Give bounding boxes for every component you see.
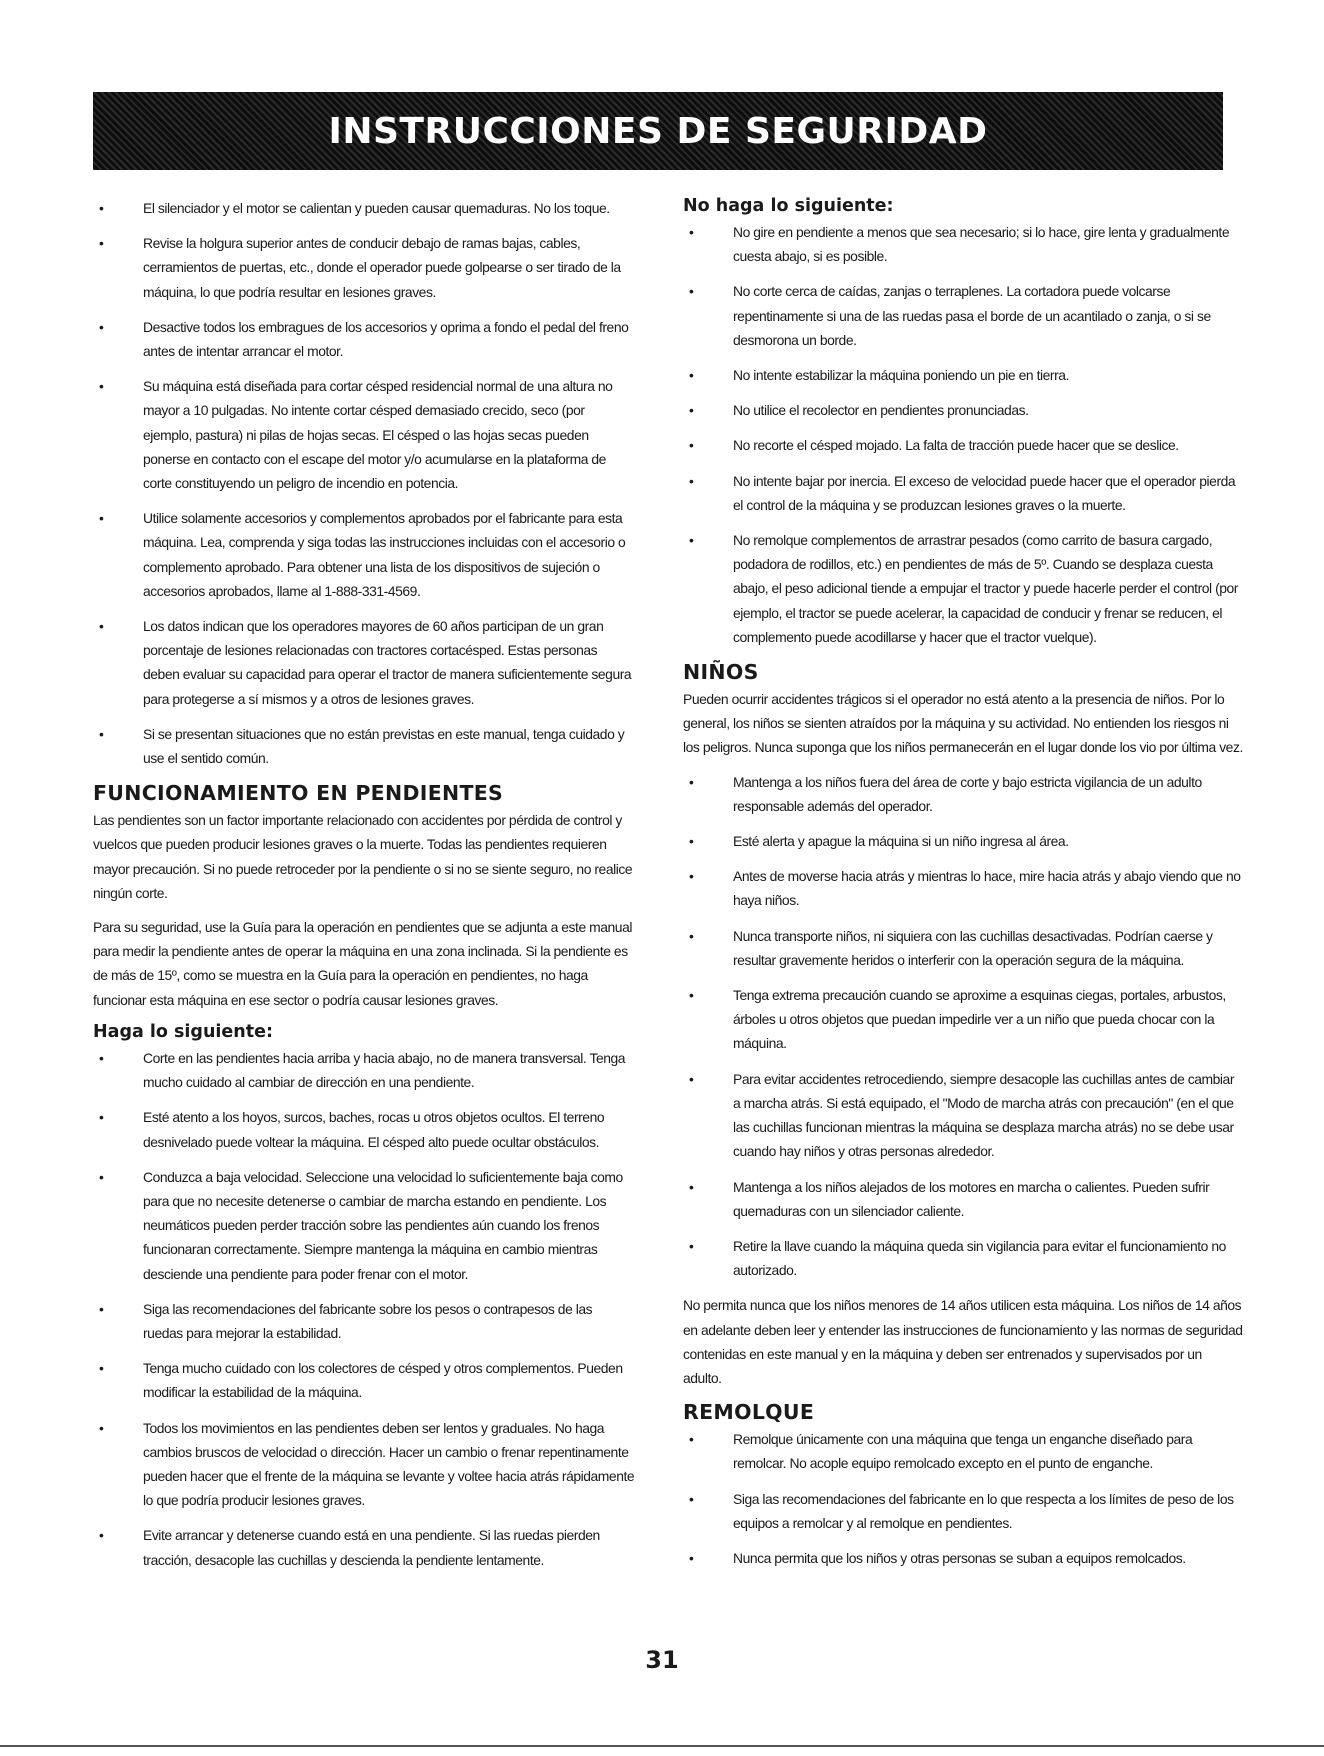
bullet-icon: • [689, 472, 694, 489]
bullet-icon: • [689, 833, 694, 850]
list-item-text: Utilice solamente accesorios y complementos aprobados por el fabricante para esta máquina. Lea, comprenda y siga todas las instrucciones incluidas con el accesorio o complemento aprobado. Para obtener una lista de los dispositivos de sujeción o accesorios aprobados, llame al 1-888-331-4569. [143, 510, 626, 599]
list-item-text: Desactive todos los embragues de los accesorios y oprima a fondo el pedal del freno antes de intentar arrancar el motor. [143, 318, 629, 360]
tow-list [683, 1427, 1243, 1570]
bullet-icon: • [689, 437, 694, 454]
bullet-icon: • [99, 1419, 104, 1436]
bullet-icon: • [689, 367, 694, 384]
bullet-icon: • [689, 1178, 694, 1195]
list-item [683, 1067, 1243, 1164]
list-item-text: Esté atento a los hoyos, surcos, baches, rocas u otros objetos ocultos. El terreno desnivelado puede voltear la máquina. El césped alto puede ocultar obstáculos. [143, 1109, 605, 1150]
list-item-text: Tenga mucho cuidado con los colectores de césped y otros complementos. Pueden modificar la estabilidad de la máquina. [143, 1360, 623, 1401]
list-item-text: Los datos indican que los operadores mayores de 60 años participan de un gran porcentaje de lesiones relacionadas con tractores cortacésped. Estas personas deben evaluar su capacidad para operar el tractor de manera suficientemente segura para protegerse a sí mismos y a otros de lesiones graves. [143, 618, 632, 707]
list-item-text: Nunca permita que los niños y otras personas se suban a equipos remolcados. [733, 1549, 1186, 1566]
list-item [683, 363, 1243, 387]
kids-list [683, 770, 1243, 1283]
list-item [93, 231, 635, 304]
bullet-icon: • [99, 1168, 104, 1185]
list-item [683, 864, 1243, 912]
tow-heading: REMOLQUE [683, 1400, 815, 1425]
bullet-icon: • [99, 1360, 104, 1377]
list-item [683, 469, 1243, 517]
list-item [93, 1356, 635, 1404]
bottom-rule [0, 1745, 1324, 1747]
list-item-text: Revise la holgura superior antes de conducir debajo de ramas bajas, cables, cerramientos de puertas, etc., donde el operador puede golpearse o ser tirado de la máquina, lo que podría resultar en lesiones graves. [143, 235, 621, 300]
list-item [93, 1105, 635, 1153]
bullet-icon: • [689, 987, 694, 1004]
list-item-text: No corte cerca de caídas, zanjas o terraplenes. La cortadora puede volcarse repentinamente si una de las ruedas pasa el borde de un acantilado o zanja, o si se desmorona un borde. [733, 283, 1211, 348]
slopes-heading: FUNCIONAMIENTO EN PENDIENTES [93, 781, 504, 806]
bullet-icon: • [689, 1549, 694, 1566]
list-item [683, 1427, 1243, 1475]
list-item-text: No recorte el césped mojado. La falta de tracción puede hacer que se deslice. [733, 437, 1179, 454]
list-item-text: Retire la llave cuando la máquina queda sin vigilancia para evitar el funcionamiento no autorizado. [733, 1237, 1226, 1279]
list-item [93, 1046, 635, 1094]
bullet-icon: • [689, 402, 694, 419]
bullet-icon: • [689, 283, 694, 300]
bullet-icon: • [99, 1300, 104, 1317]
list-item-text: No intente estabilizar la máquina poniendo un pie en tierra. [733, 367, 1069, 384]
list-item [683, 279, 1243, 352]
bullet-icon: • [99, 618, 104, 635]
intro-list [93, 196, 635, 770]
dont-heading: No haga lo siguiente: [683, 196, 894, 216]
title-banner [93, 92, 1223, 170]
list-item-text: Todos los movimientos en las pendientes deben ser lentos y graduales. No haga cambios bruscos de velocidad o dirección. Hacer un cambio o frenar repentinamente pueden hacer que el frente de la máquina se levante y voltee hacia atrás rápidamente lo que podría producir lesiones graves. [143, 1419, 635, 1509]
list-item-text: Siga las recomendaciones del fabricante en lo que respecta a los límites de peso de los equipos a remolcar y al remolque en pendientes. [733, 1490, 1234, 1531]
list-item [683, 924, 1243, 972]
list-item-text: Evite arrancar y detenerse cuando está en una pendiente. Si las ruedas pierden tracción, desacople las cuchillas y descienda la pendiente lentamente. [143, 1527, 600, 1568]
list-item [93, 315, 635, 363]
list-item-text: No utilice el recolector en pendientes pronunciadas. [733, 402, 1029, 419]
list-item [683, 1487, 1243, 1535]
bullet-icon: • [689, 1070, 694, 1087]
list-item [683, 1546, 1243, 1570]
dont-list [683, 220, 1243, 649]
bullet-icon: • [689, 224, 694, 240]
list-item [93, 196, 635, 220]
list-item-text: Antes de moverse hacia atrás y mientras lo hace, mire hacia atrás y abajo viendo que no haya niños. [733, 868, 1241, 909]
bullet-icon: • [689, 532, 694, 549]
slopes-paragraph-1: Las pendientes son un factor importante relacionado con accidentes por pérdida de control y vuelcos que pueden producir lesiones graves o la muerte. Todas las pendientes requieren mayor precaución. Si no puede retroceder por la pendiente o si no se siente seguro, no realice ningún corte. [93, 812, 633, 901]
right-column [683, 196, 1243, 1581]
bullet-icon: • [689, 1490, 694, 1507]
list-item-text: Mantenga a los niños fuera del área de corte y bajo estricta vigilancia de un adulto responsable además del operador. [733, 773, 1202, 814]
bullet-icon: • [99, 1049, 104, 1066]
bullet-icon: • [99, 200, 104, 216]
list-item [683, 1234, 1243, 1282]
bullet-icon: • [99, 725, 104, 742]
list-item [93, 1416, 635, 1513]
bullet-icon: • [99, 318, 104, 335]
kids-paragraph: Pueden ocurrir accidentes trágicos si el operador no está atento a la presencia de niños. Por lo general, los niños se sienten atraídos por la máquina y su actividad. No entienden los riesgos ni los peligros. Nunca suponga que los niños permanecerán en el lugar donde los vio por última vez. [683, 691, 1243, 756]
bullet-icon: • [99, 510, 104, 527]
bullet-icon: • [689, 868, 694, 885]
list-item-text: Si se presentan situaciones que no están previstas en este manual, tenga cuidado y use el sentido común. [143, 725, 625, 767]
kids-heading: NIÑOS [683, 660, 759, 685]
bullet-icon: • [99, 1527, 104, 1544]
list-item [683, 528, 1243, 649]
list-item-text: No remolque complementos de arrastrar pesados (como carrito de basura cargado, podadora de rodillos, etc.) en pendientes de más de 5º. Cuando se desplaza cuesta abajo, el peso adicional tiende a empujar el tractor y puede hacerle perder el control (por ejemplo, el tractor se puede acelerar, la capacidad de conducir y frenar se reducen, el complemento puede acodillarse y hacer que el tractor vuelque). [733, 532, 1238, 645]
list-item-text: Siga las recomendaciones del fabricante sobre los pesos o contrapesos de las ruedas para mejorar la estabilidad. [143, 1300, 593, 1341]
list-item [683, 770, 1243, 818]
left-column [93, 196, 635, 1583]
do-list [93, 1046, 635, 1572]
list-item [93, 374, 635, 495]
list-item-text: No gire en pendiente a menos que sea necesario; si lo hace, gire lenta y gradualmente cuesta abajo, si es posible. [733, 224, 1230, 265]
bullet-icon: • [99, 235, 104, 252]
list-item [683, 829, 1243, 853]
list-item [93, 1297, 635, 1345]
list-item [683, 1175, 1243, 1223]
list-item-text: Remolque únicamente con una máquina que tenga un enganche diseñado para remolcar. No acople equipo remolcado excepto en el punto de enganche. [733, 1431, 1193, 1472]
list-item-text: Su máquina está diseñada para cortar césped residencial normal de una altura no mayor a 10 pulgadas. No intente cortar césped demasiado crecido, seco (por ejemplo, pastura) ni pilas de hojas secas. El césped o las hojas secas pueden ponerse en contacto con el escape del motor y/o acumularse en la plataforma de corte constituyendo un peligro de incendio en potencia. [143, 378, 613, 492]
bullet-icon: • [689, 927, 694, 944]
list-item [93, 1165, 635, 1286]
bullet-icon: • [689, 1431, 694, 1448]
kids-paragraph-2: No permita nunca que los niños menores de 14 años utilicen esta máquina. Los niños de 14 años en adelante deben leer y entender las instrucciones de funcionamiento y las normas de seguridad contenidas en este manual y en la máquina y deben ser entrenados y supervisados por un adulto. [683, 1297, 1243, 1386]
page-number: 31 [645, 1646, 679, 1674]
list-item-text: Conduzca a baja velocidad. Seleccione una velocidad lo suficientemente baja como para que no necesite detenerse o cambiar de marcha estando en pendiente. Los neumáticos pueden perder tracción sobre las pendientes aún cuando los frenos funcionaran correctamente. Siempre mantenga la máquina en cambio mientras desciende una pendiente para poder frenar con el motor. [143, 1168, 623, 1282]
list-item [683, 220, 1243, 268]
list-item [93, 506, 635, 603]
list-item [93, 722, 635, 770]
list-item-text: Esté alerta y apague la máquina si un niño ingresa al área. [733, 833, 1069, 850]
list-item [683, 433, 1243, 457]
do-heading: Haga lo siguiente: [93, 1021, 273, 1042]
bullet-icon: • [99, 378, 104, 395]
bullet-icon: • [99, 1109, 104, 1126]
bullet-icon: • [689, 773, 694, 790]
list-item [93, 1523, 635, 1571]
page-title: INSTRUCCIONES DE SEGURIDAD [328, 110, 988, 152]
list-item-text: El silenciador y el motor se calientan y pueden causar quemaduras. No los toque. [143, 200, 610, 216]
list-item-text: Mantenga a los niños alejados de los motores en marcha o calientes. Pueden sufrir quemaduras con un silenciador caliente. [733, 1178, 1210, 1219]
list-item-text: No intente bajar por inercia. El exceso de velocidad puede hacer que el operador pierda el control de la máquina y se produzcan lesiones graves o la muerte. [733, 472, 1236, 513]
list-item-text: Para evitar accidentes retrocediendo, siempre desacople las cuchillas antes de cambiar a marcha atrás. Si está equipado, el "Modo de marcha atrás con precaución" (en el que las cuchillas funcionan mientras la máquina se desplaza marcha atrás) no se debe usar cuando hay niños y otras personas alrededor. [733, 1070, 1235, 1160]
list-item-text: Corte en las pendientes hacia arriba y hacia abajo, no de manera transversal. Tenga mucho cuidado al cambiar de dirección en una pendiente. [143, 1049, 626, 1091]
list-item-text: Nunca transporte niños, ni siquiera con las cuchillas desactivadas. Podrían caerse y resultar gravemente heridos o interferir con la operación segura de la máquina. [733, 927, 1213, 968]
slopes-paragraph-2: Para su seguridad, use la Guía para la operación en pendientes que se adjunta a este manual para medir la pendiente antes de operar la máquina en una zona inclinada. Si la pendiente es de más de 15º, como se muestra en la Guía para la operación en pendientes, no haga funcionar esta máquina en ese sector o podría causar lesiones graves. [93, 919, 632, 1008]
list-item [93, 614, 635, 711]
list-item [683, 983, 1243, 1056]
list-item-text: Tenga extrema precaución cuando se aproxime a esquinas ciegas, portales, arbustos, árboles u otros objetos que puedan impedirle ver a un niño que pueda chocar con la máquina. [733, 987, 1226, 1052]
list-item [683, 398, 1243, 422]
bullet-icon: • [689, 1237, 694, 1254]
